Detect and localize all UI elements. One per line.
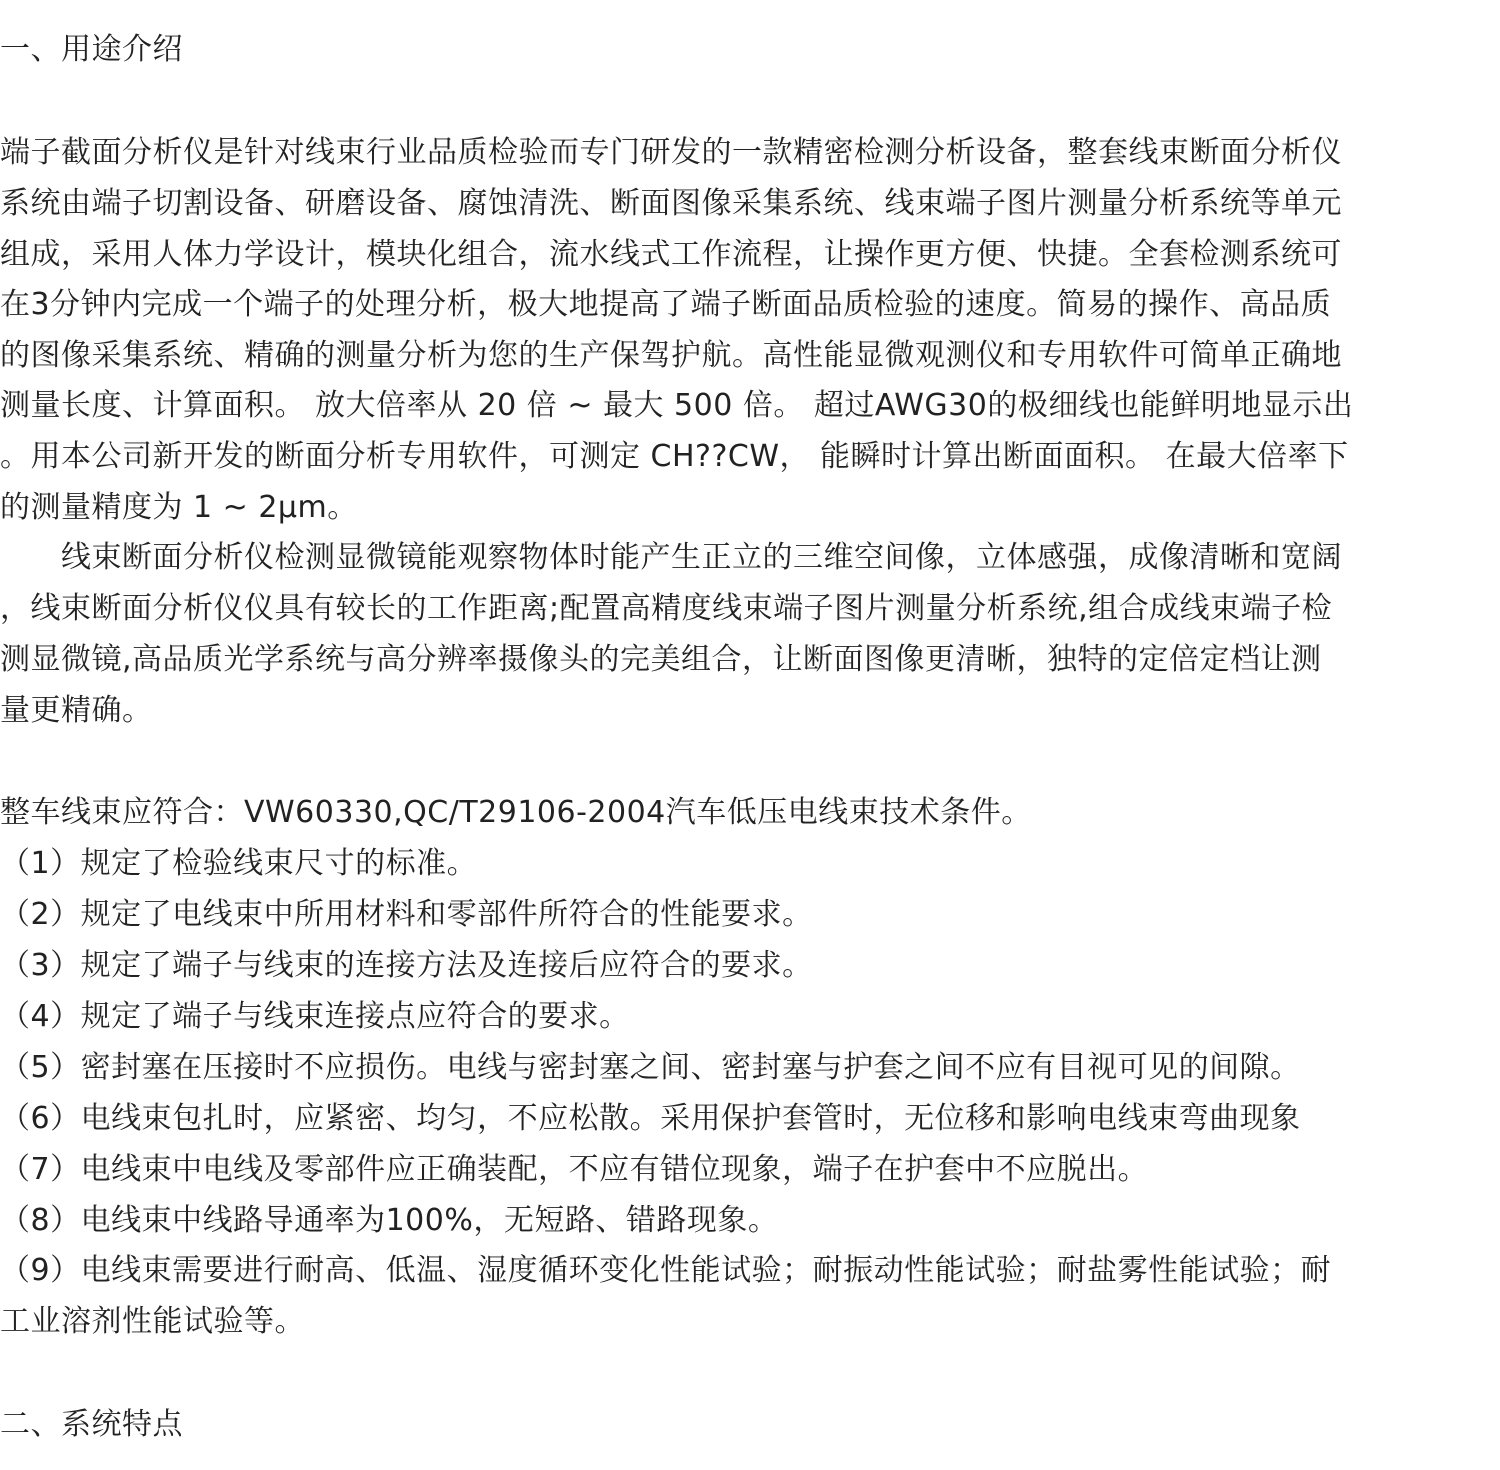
- intro-line-5: 的图像采集系统、精确的测量分析为您的生产保驾护航。高性能显微观测仪和专用软件可简单正确地: [0, 338, 1342, 373]
- section-title-system-features: 二、系统特点: [0, 1407, 183, 1442]
- microscope-line-3: 测显微镜,高品质光学系统与高分辨率摄像头的完美组合，让断面图像更清晰，独特的定倍定档让测: [0, 642, 1322, 677]
- requirement-item-9: （9）电线束需要进行耐高、低温、湿度循环变化性能试验；耐振动性能试验；耐盐雾性能试验；耐: [0, 1253, 1332, 1288]
- microscope-line-2: ，线束断面分析仪仪具有较长的工作距离;配置高精度线束端子图片测量分析系统,组合成线束端子检: [0, 591, 1333, 626]
- requirement-item-6: （6）电线束包扎时，应紧密、均匀，不应松散。采用保护套管时，无位移和影响电线束弯曲现象: [0, 1101, 1301, 1136]
- intro-line-3: 组成，采用人体力学设计，模块化组合，流水线式工作流程，让操作更方便、快捷。全套检测系统可: [0, 237, 1342, 272]
- section-title-usage: 一、用途介绍: [0, 32, 183, 67]
- microscope-line-1: 线束断面分析仪检测显微镜能观察物体时能产生正立的三维空间像，立体感强，成像清晰和宽阔: [0, 540, 1342, 575]
- intro-line-2: 系统由端子切割设备、研磨设备、腐蚀清洗、断面图像采集系统、线束端子图片测量分析系统等单元: [0, 186, 1342, 221]
- requirement-item-4: （4）规定了端子与线束连接点应符合的要求。: [0, 999, 630, 1034]
- standard-title: 整车线束应符合：VW60330,QC/T29106-2004汽车低压电线束技术条件。: [0, 795, 1032, 830]
- requirement-item-3: （3）规定了端子与线束的连接方法及连接后应符合的要求。: [0, 948, 813, 983]
- intro-line-6: 测量长度、计算面积。 放大倍率从 20 倍 ~ 最大 500 倍。 超过AWG30的极细线也能鲜明地显示出: [0, 388, 1354, 423]
- requirement-item-8: （8）电线束中线路导通率为100%，无短路、错路现象。: [0, 1203, 779, 1238]
- requirement-item-5: （5）密封塞在压接时不应损伤。电线与密封塞之间、密封塞与护套之间不应有目视可见的间隙。: [0, 1050, 1301, 1085]
- requirement-item-1: （1）规定了检验线束尺寸的标准。: [0, 846, 478, 881]
- requirement-item-2: （2）规定了电线束中所用材料和零部件所符合的性能要求。: [0, 897, 813, 932]
- intro-line-1: 端子截面分析仪是针对线束行业品质检验而专门研发的一款精密检测分析设备，整套线束断面分析仪: [0, 135, 1342, 170]
- requirement-item-9-continued: 工业溶剂性能试验等。: [0, 1304, 305, 1339]
- intro-line-4: 在3分钟内完成一个端子的处理分析，极大地提高了端子断面品质检验的速度。简易的操作、高品质: [0, 287, 1332, 322]
- intro-line-7: 。用本公司新开发的断面分析专用软件，可测定 CH??CW， 能瞬时计算出断面面积。 在最大倍率下: [0, 439, 1349, 474]
- intro-line-8: 的测量精度为 1 ~ 2μm。: [0, 490, 358, 525]
- microscope-line-4: 量更精确。: [0, 693, 153, 728]
- requirement-item-7: （7）电线束中电线及零部件应正确装配，不应有错位现象，端子在护套中不应脱出。: [0, 1152, 1149, 1187]
